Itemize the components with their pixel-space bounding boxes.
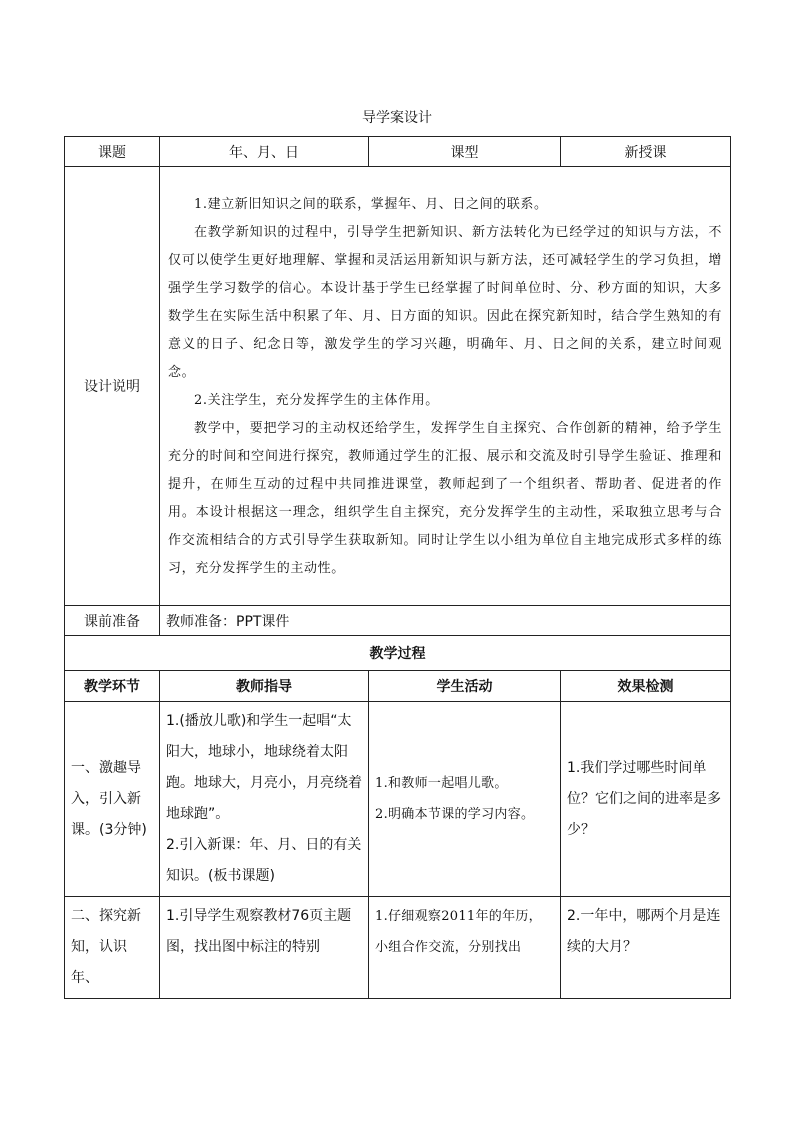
check-cell: 1.我们学过哪些时间单位？它们之间的进率是多少？ [561, 702, 731, 897]
teacher-item: 1.引导学生观察教材76页主题图，找出图中标注的特别 [166, 908, 352, 955]
stage-cell: 一、激趣导入，引入新课。(3分钟) [65, 702, 160, 897]
table-row [65, 636, 731, 671]
table-row [65, 606, 731, 636]
teacher-item: 2.引入新课：年、月、日的有关知识。(板书课题) [166, 837, 362, 884]
prep-value: 教师准备：PPT课件 [160, 606, 731, 636]
design-label: 设计说明 [65, 167, 160, 606]
teacher-cell [160, 897, 369, 999]
design-description [160, 167, 731, 606]
student-item: 1.仔细观察2011年的年历，小组合作交流，分别找出 [375, 909, 542, 955]
table-header-row [65, 671, 731, 702]
design-paragraph: 教学中，要把学习的主动权还给学生，发挥学生自主探究、合作创新的精神，给予学生充分的时间和空间进行探究，教师通过学生的汇报、展示和交流及时引导学生验证、推理和提升，在师生互动的过程中共同推进课堂，教师起到了一个组织者、帮助者、促进者的作用。本设计根据这一理念，组织学生自主探究，充分发挥学生的主动性，采取独立思考与合作交流相结合的方式引导学生获取新知。同时让学生以小组为单位自主地完成形式多样的练习，充分发挥学生的主动性。 [168, 421, 722, 576]
lesson-plan-table [64, 136, 731, 999]
design-paragraph: 2.关注学生，充分发挥学生的主体作用。 [194, 393, 439, 408]
teacher-item: 1.(播放儿歌)和学生一起唱“太阳大，地球小，地球绕着太阳跑。地球大，月亮小，月亮绕着地球跑”。 [166, 713, 362, 822]
teacher-cell [160, 702, 369, 897]
table-row [65, 897, 731, 999]
stage-cell: 二、探究新知，认识年、 [65, 897, 160, 999]
header-check: 效果检测 [561, 671, 731, 702]
student-item: 2.明确本节课的学习内容。 [375, 807, 535, 822]
student-cell [369, 702, 561, 897]
design-paragraph: 在教学新知识的过程中，引导学生把新知识、新方法转化为已经学过的知识与方法，不仅可以使学生更好地理解、掌握和灵活运用新知识与新方法，还可减轻学生的学习负担，增强学生学习数学的信心。本设计基于学生已经掌握了时间单位时、分、秒方面的知识，大多数学生在实际生活中积累了年、月、日方面的知识。因此在探究新知时，结合学生熟知的有意义的日子、纪念日等，激发学生的学习兴趣，明确年、月、日之间的关系，建立时间观念。 [168, 225, 722, 380]
topic-value: 年、月、日 [160, 137, 369, 167]
prep-label: 课前准备 [65, 606, 160, 636]
label-type: 课型 [369, 137, 561, 167]
student-item: 1.和教师一起唱儿歌。 [375, 776, 508, 791]
header-teacher: 教师指导 [160, 671, 369, 702]
header-student: 学生活动 [369, 671, 561, 702]
table-row [65, 137, 731, 167]
header-stage: 教学环节 [65, 671, 160, 702]
check-cell: 2.一年中，哪两个月是连续的大月？ [561, 897, 731, 999]
page-title: 导学案设计 [362, 110, 432, 126]
label-topic: 课题 [65, 137, 160, 167]
design-paragraph: 1.建立新旧知识之间的联系，掌握年、月、日之间的联系。 [194, 197, 548, 212]
student-cell [369, 897, 561, 999]
table-row [65, 702, 731, 897]
table-row [65, 167, 731, 606]
type-value: 新授课 [561, 137, 731, 167]
process-title: 教学过程 [65, 636, 731, 671]
